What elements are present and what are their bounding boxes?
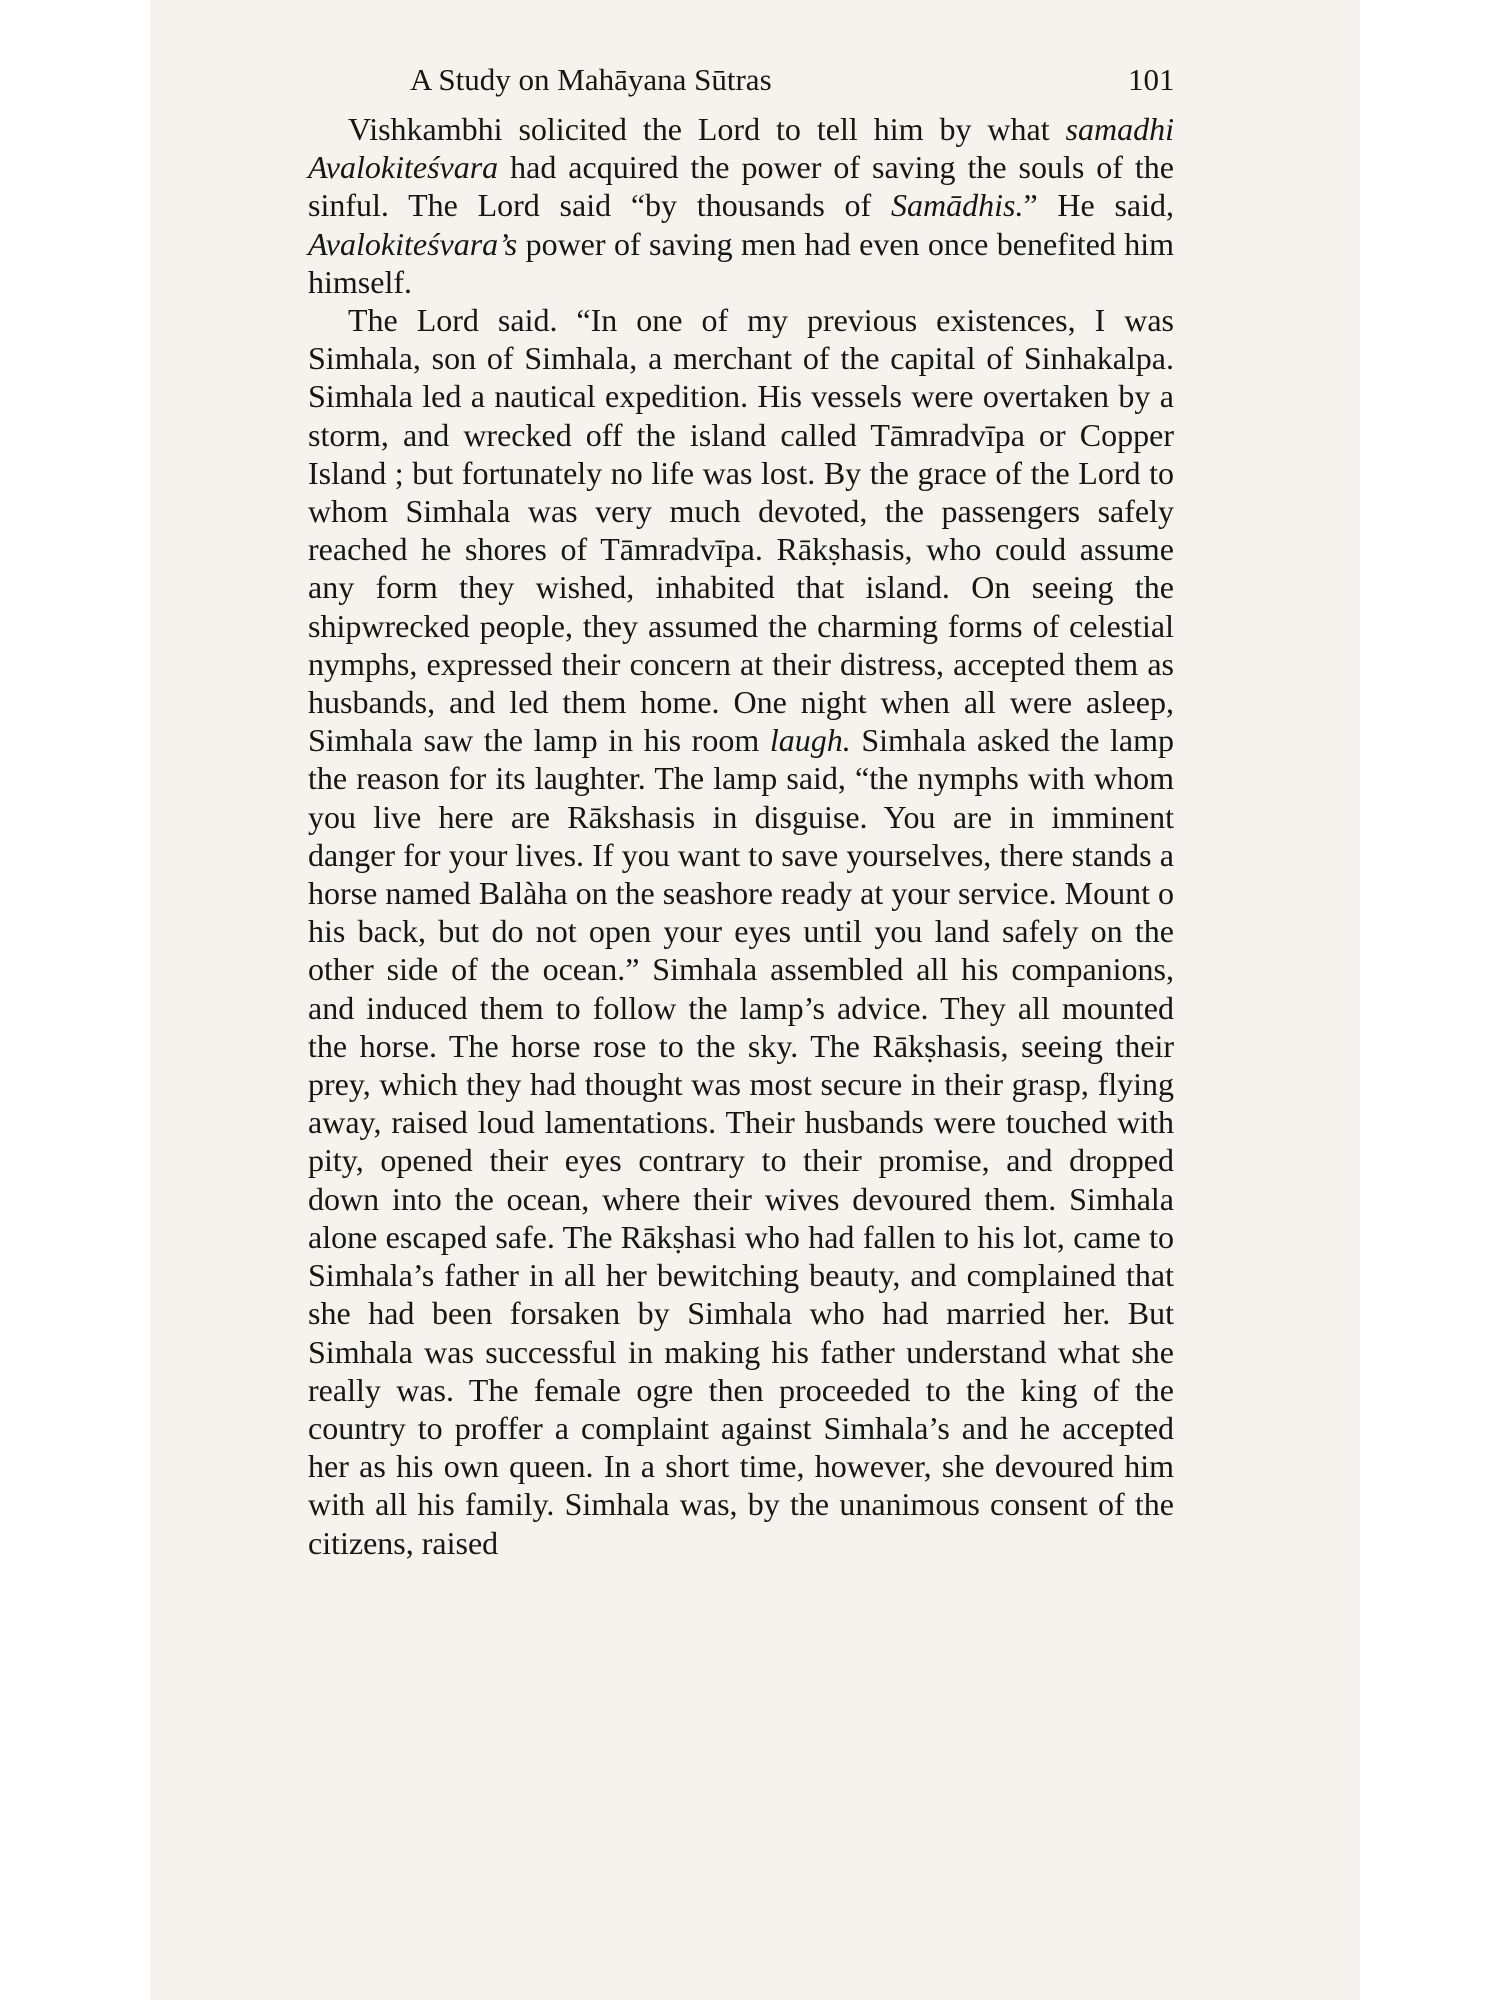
italic-term: Avalokiteśvara’s — [308, 225, 518, 262]
text-run: Vishkambhi solicited the Lord to tell him by what — [348, 111, 1066, 147]
text-run: Simhala asked the lamp the reason for its laughter. The lamp said, “the nymphs with whom you live here are Rākshasis in disguise. You are in imminent danger for your lives. If you want to save yourselves, there stands a horse named Balàha on the seashore ready at your service. Mount o his back, but do not open your eyes until you land safely on the other side of the ocean.” Simhala assembled all his companions, and induced them to follow the lamp’s advice. They all mounted the horse. The horse rose to the sky. The Rākṣhasis, seeing their prey, which they had thought was most secure in their grasp, flying away, raised loud lamentations. Their husbands were touched with pity, opened their eyes contrary to their promise, and dropped down into the ocean, where their wives devoured them. Simhala alone escaped safe. The Rākṣhasi who had fallen to his lot, came to Simhala’s father in all her bewitching beauty, and complained that she had been forsaken by Simhala who had married her. But Simhala was successful in making his father understand what she really was. The female ogre then proceeded to the king of the country to proffer a complaint against Simhala’s and he accepted her as his own queen. In a short time, however, she devoured him with all his family. Simhala was, by the unanimous consent of the citizens, raised — [308, 722, 1175, 1561]
italic-term: laugh. — [769, 722, 851, 759]
text-run: had acquired the power of saving the souls of the sinful. The Lord said “by thousands of — [308, 149, 1174, 224]
italic-term: Samādhis. — [890, 187, 1024, 224]
text-run: power of saving men had even once benefited him himself. — [308, 225, 1174, 300]
book-page — [150, 0, 1360, 2000]
paragraph-2 — [308, 301, 1174, 1562]
text-run: The Lord said. “In one of my previous existences, I was Simhala, son of Simhala, a merchant of the capital of Sinhakalpa. Simhala led a nautical expedition. His vessels were overtaken by a storm, and wrecked off the island called Tāmradvīpa or Copper Island ; but fortunately no life was lost. By the grace of the Lord to whom Simhala was very much devoted, the passengers safely reached he shores of Tāmradvīpa. Rākṣhasis, who could assume any form they wished, inhabited that island. On seeing the shipwrecked people, they assumed the charming forms of celestial nymphs, expressed their concern at their distress, accepted them as husbands, and led them home. One night when all were asleep, Simhala saw the lamp in his room — [308, 302, 1174, 759]
running-title: A Study on Mahāyana Sūtras — [410, 62, 772, 97]
page-number: 101 — [1128, 62, 1175, 97]
italic-term: samadhi — [1065, 111, 1174, 147]
running-header — [150, 62, 1360, 106]
italic-term: Avalokiteśvara — [308, 149, 499, 186]
paragraph-1 — [308, 110, 1174, 301]
text-run: ” He said, — [1023, 187, 1175, 224]
body-text — [308, 110, 1174, 1562]
